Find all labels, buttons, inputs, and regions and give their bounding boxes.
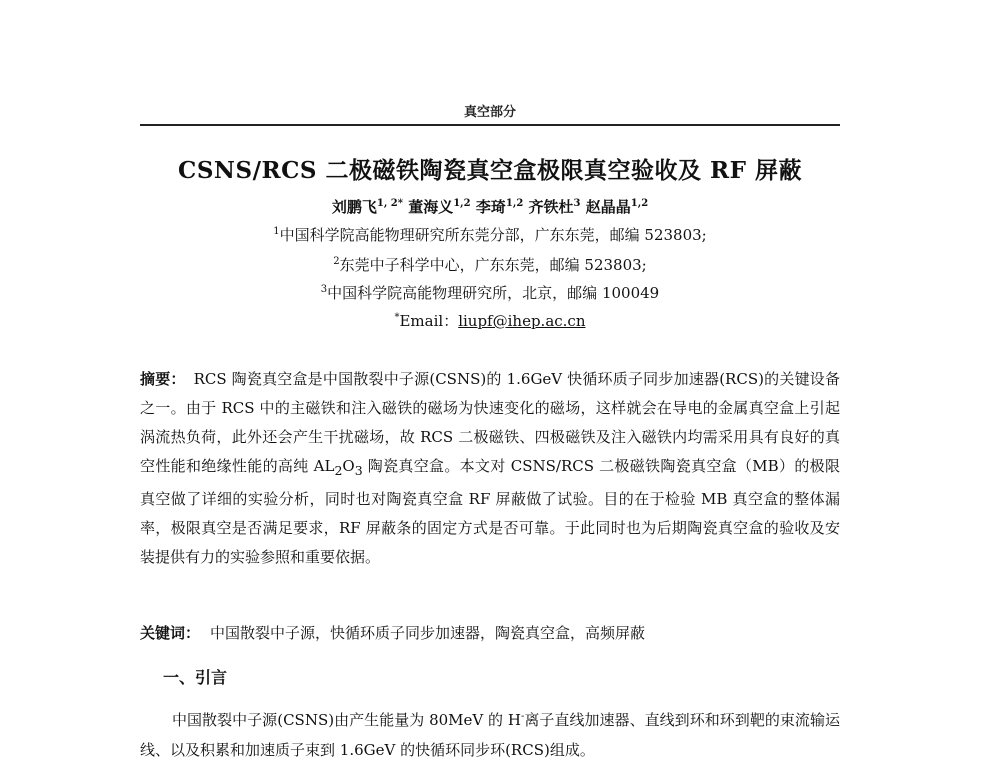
- abstract-formula: O: [342, 457, 355, 475]
- intro-text-2: 离子直线加速器、直线到环和环到靶的束流输运线、以及积累和加速质子束到 1.6GeV 的快循环同步环(RCS)组成。: [140, 711, 840, 759]
- affiliation-text: 中国科学院高能物理研究所东莞分部，广东东莞，邮编 523803;: [279, 226, 707, 244]
- author-affiliation-mark: 3: [573, 198, 581, 209]
- abstract-text-1: RCS 陶瓷真空盒是中国散裂中子源(CSNS)的 1.6GeV 快循环质子同步加速器(RCS)的关键设备之一。由于 RCS 中的主磁铁和注入磁铁的磁场为快速变化的磁场，这样就会在导电的金属真空盒上引起涡流热负荷，此外还会产生干扰磁场，故 RCS 二极磁铁、四极磁铁及注入磁铁内均需采用具有良好的真空性能和绝缘性能的高纯 AL: [140, 370, 840, 475]
- author-list: [120, 196, 860, 217]
- corresponding-email: [120, 310, 860, 331]
- superscript: -: [520, 711, 525, 722]
- email-link[interactable]: liupf@ihep.ac.cn: [458, 312, 586, 330]
- affiliation-text: 东莞中子科学中心，广东东莞，邮编 523803;: [339, 256, 647, 274]
- subscript: 2: [334, 463, 343, 478]
- author-affiliation-mark: 1,2: [453, 198, 471, 209]
- abstract-label: 摘要：: [140, 370, 186, 388]
- author-name: 刘鹏飞: [331, 198, 377, 216]
- section-heading-introduction: 一、引言: [163, 668, 228, 687]
- intro-text-1: 中国散裂中子源(CSNS)由产生能量为 80MeV 的 H: [172, 711, 521, 729]
- subscript: 3: [354, 463, 363, 478]
- author-name: 齐铁杜: [528, 198, 574, 216]
- author-affiliation-mark: 1,2: [505, 198, 524, 209]
- keywords-text: 中国散裂中子源，快循环质子同步加速器，陶瓷真空盒，高频屏蔽: [210, 624, 646, 642]
- affiliation-mark: 1: [273, 226, 280, 237]
- affiliation-mark: 3: [320, 284, 328, 295]
- paper-title: CSNS/RCS 二极磁铁陶瓷真空盒极限真空验收及 RF 屏蔽: [178, 157, 802, 184]
- author-name: 董海义: [408, 198, 454, 216]
- introduction-paragraph: [140, 705, 840, 765]
- affiliation-3: [120, 282, 860, 303]
- affiliation-mark: 2: [333, 256, 340, 267]
- affiliation-2: [120, 254, 860, 275]
- running-header-section: 真空部分: [463, 105, 516, 120]
- author-affiliation-mark: 1, 2*: [376, 198, 403, 209]
- author-name: 赵晶晶: [585, 198, 631, 216]
- header-divider: [140, 124, 840, 126]
- keywords: [140, 622, 840, 643]
- abstract-text-2: 陶瓷真空盒。本文对 CSNS/RCS 二极磁铁陶瓷真空盒（MB）的极限真空做了详细的实验分析，同时也对陶瓷真空盒 RF 屏蔽做了试验。目的在于检验 MB 真空盒的整体漏率，极限真空是否满足要求，RF 屏蔽条的固定方式是否可靠。于此同时也为后期陶瓷真空盒的验收及安装提供有力的实验参照和重要依据。: [140, 457, 840, 566]
- corresponding-mark: *: [394, 312, 400, 323]
- affiliation-1: [120, 224, 860, 245]
- email-label: Email：: [399, 312, 459, 330]
- affiliation-text: 中国科学院高能物理研究所，北京，邮编 100049: [327, 284, 660, 302]
- abstract: [140, 365, 840, 572]
- author-name: 李琦: [475, 198, 506, 216]
- keywords-label: 关键词：: [140, 624, 201, 642]
- author-affiliation-mark: 1,2: [630, 198, 649, 209]
